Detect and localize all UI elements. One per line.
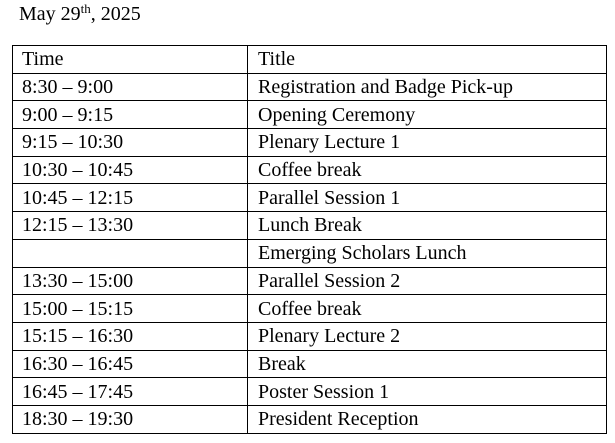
header-time: Time	[13, 46, 248, 74]
table-row	[13, 212, 607, 240]
time-cell: 15:00 – 15:15	[13, 295, 248, 323]
table-row	[13, 101, 607, 129]
table-row	[13, 156, 607, 184]
table-row	[13, 239, 607, 267]
title-cell: Plenary Lecture 2	[248, 322, 607, 350]
date-ordinal-suffix: th	[80, 0, 91, 16]
time-cell: 13:30 – 15:00	[13, 267, 248, 295]
table-row	[13, 184, 607, 212]
time-cell: 9:00 – 9:15	[13, 101, 248, 129]
title-cell: Opening Ceremony	[248, 101, 607, 129]
time-cell: 18:30 – 19:30	[13, 405, 248, 433]
date-year: , 2025	[90, 3, 141, 25]
table-row	[13, 267, 607, 295]
time-cell: 16:30 – 16:45	[13, 350, 248, 378]
title-cell: Parallel Session 2	[248, 267, 607, 295]
table-row	[13, 378, 607, 406]
schedule-table-header	[13, 46, 607, 74]
title-cell: Registration and Badge Pick-up	[248, 73, 607, 101]
title-cell: Poster Session 1	[248, 378, 607, 406]
time-cell: 9:15 – 10:30	[13, 129, 248, 157]
time-cell: 16:45 – 17:45	[13, 378, 248, 406]
time-cell	[13, 239, 248, 267]
title-cell: Lunch Break	[248, 212, 607, 240]
title-cell: Emerging Scholars Lunch	[248, 239, 607, 267]
title-cell: Plenary Lecture 1	[248, 129, 607, 157]
schedule-table-body	[13, 73, 607, 433]
header-row	[13, 46, 607, 74]
header-title: Title	[248, 46, 607, 74]
time-cell: 10:45 – 12:15	[13, 184, 248, 212]
table-row	[13, 322, 607, 350]
table-row	[13, 295, 607, 323]
title-cell: Coffee break	[248, 295, 607, 323]
table-row	[13, 405, 607, 433]
title-cell: Parallel Session 1	[248, 184, 607, 212]
date-heading	[19, 1, 141, 27]
schedule-table	[12, 45, 607, 434]
title-cell: President Reception	[248, 405, 607, 433]
time-cell: 12:15 – 13:30	[13, 212, 248, 240]
table-row	[13, 73, 607, 101]
table-row	[13, 350, 607, 378]
title-cell: Break	[248, 350, 607, 378]
title-cell: Coffee break	[248, 156, 607, 184]
time-cell: 15:15 – 16:30	[13, 322, 248, 350]
time-cell: 8:30 – 9:00	[13, 73, 248, 101]
date-month-day: May 29	[19, 3, 81, 25]
time-cell: 10:30 – 10:45	[13, 156, 248, 184]
table-row	[13, 129, 607, 157]
